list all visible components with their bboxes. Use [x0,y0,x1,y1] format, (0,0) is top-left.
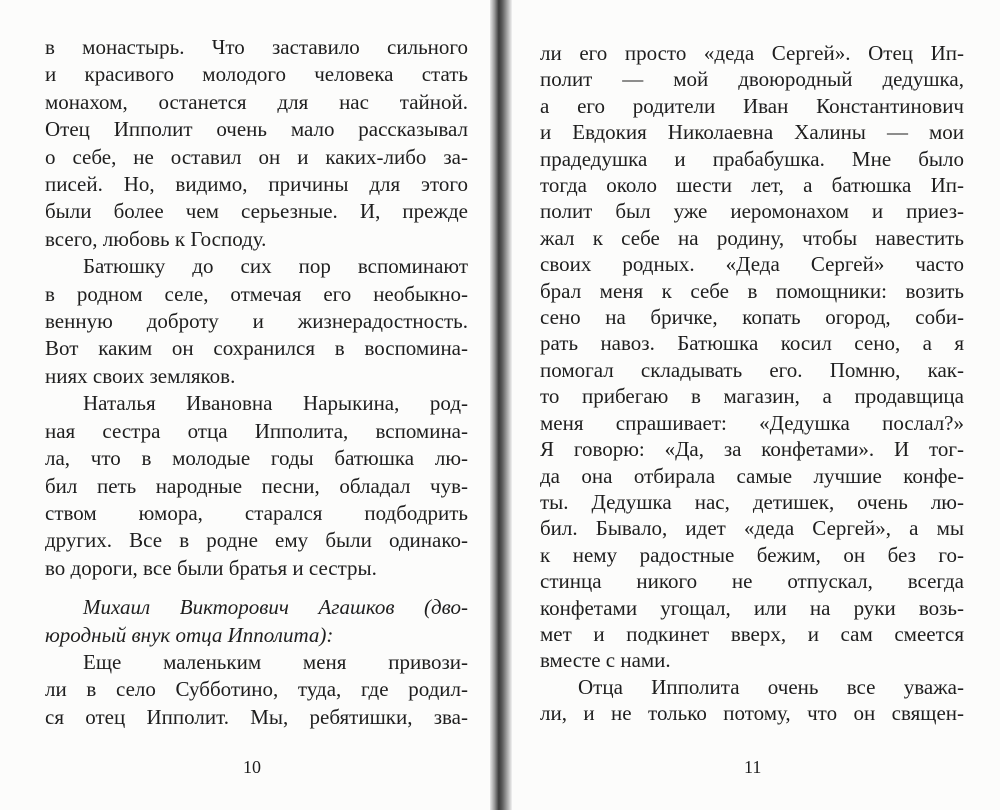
text-line: всего, любовь к Господу. [45,226,267,251]
text-line: ная сестра отца Ипполита, вспомина- [45,418,468,443]
text-line: то прибегаю в магазин, а продавщица [540,384,964,409]
text-line: мет и подкинет вверх, и сам смеется [540,621,964,646]
text-line: писей. Но, видимо, причины для этого [45,172,468,197]
text-line: ли его просто «деда Сергей». Отец Ип- [540,41,964,65]
text-line: о себе, не оставил он и каких-либо за- [45,144,468,169]
text-line: помогал складывать его. Помню, как- [540,357,964,382]
text-line: Батюшку до сих пор вспоминают [83,254,468,279]
text-line: Я говорю: «Да, за конфетами». И тог- [540,437,964,462]
text-line: в монастырь. Что заставило сильного [45,35,468,59]
text-line: Отца Ипполита очень все уважа- [578,674,964,699]
page-number-right: 11 [744,757,762,777]
text-line: ла, что в молодые годы батюшка лю- [45,446,468,471]
text-line: бил петь народные песни, обладал чув- [45,473,468,498]
text-line: в родном селе, отмечая его необыкно- [45,281,468,306]
text-line: ли, и не только потому, что он священ- [540,701,964,726]
text-line: жал к себе на родину, чтобы навестить [540,225,964,250]
left-page [0,0,496,810]
text-line: ся отец Ипполит. Мы, ребятишки, зва- [45,704,468,729]
text-line: сено на бричке, копать огород, соби- [540,305,964,330]
text-line: рать навоз. Батюшка косил сено, а я [540,331,964,356]
text-line: вместе с нами. [540,648,671,673]
text-line: ниях своих земляков. [45,363,236,388]
text-line: прадедушка и прабабушка. Мне было [540,146,964,171]
text-line: а его родители Иван Константинович [540,93,964,118]
text-line: ством юмора, старался подбодрить [45,500,468,525]
text-line: к нему радостные бежим, он без го- [540,542,964,567]
text-line: других. Все в родне ему были одинако- [45,528,468,553]
text-line: Наталья Ивановна Нарыкина, род- [83,391,468,416]
text-line: и Евдокия Николаевна Халины — мои [540,120,964,145]
right-page-text [540,40,964,727]
text-line: стинца никого не отпускал, всегда [540,569,964,594]
left-page-text [45,34,468,731]
right-page [508,0,1000,810]
text-line: Михаил Викторович Агашков (дво- [83,595,468,620]
text-line: тогда около шести лет, а батюшка Ип- [540,173,964,198]
text-line: монахом, останется для нас тайной. [45,89,468,114]
text-line: Отец Ипполит очень мало рассказывал [45,117,468,142]
text-line: юродный внук отца Ипполита): [45,622,334,647]
text-line: ты. Дедушка нас, детишек, очень лю- [540,489,964,514]
text-line: во дороги, все были братья и сестры. [45,555,377,580]
text-line: своих родных. «Деда Сергей» часто [540,252,964,277]
text-line: Вот каким он сохранился в воспомина- [45,336,468,361]
text-line: брал меня к себе в помощники: возить [540,278,964,303]
text-line: и красивого молодого человека стать [45,62,468,87]
text-line: бил. Бывало, идет «деда Сергей», а мы [540,516,964,541]
text-line: меня спрашивает: «Дедушка послал?» [540,410,964,435]
book-gutter [490,0,512,810]
page-number-left: 10 [243,757,261,777]
text-line: Еще маленьким меня привози- [83,649,468,674]
text-line: конфетами угощал, или на руки возь- [540,595,964,620]
text-line: полит — мой двоюродный дедушка, [540,67,964,92]
text-line: да она отбирала самые лучшие конфе- [540,463,964,488]
text-line: были более чем серьезные. И, прежде [45,199,468,224]
text-line: полит был уже иеромонахом и приез- [540,199,964,224]
text-line: венную доброту и жизнерадостность. [45,309,468,334]
text-line: ли в село Субботино, туда, где родил- [45,677,468,702]
